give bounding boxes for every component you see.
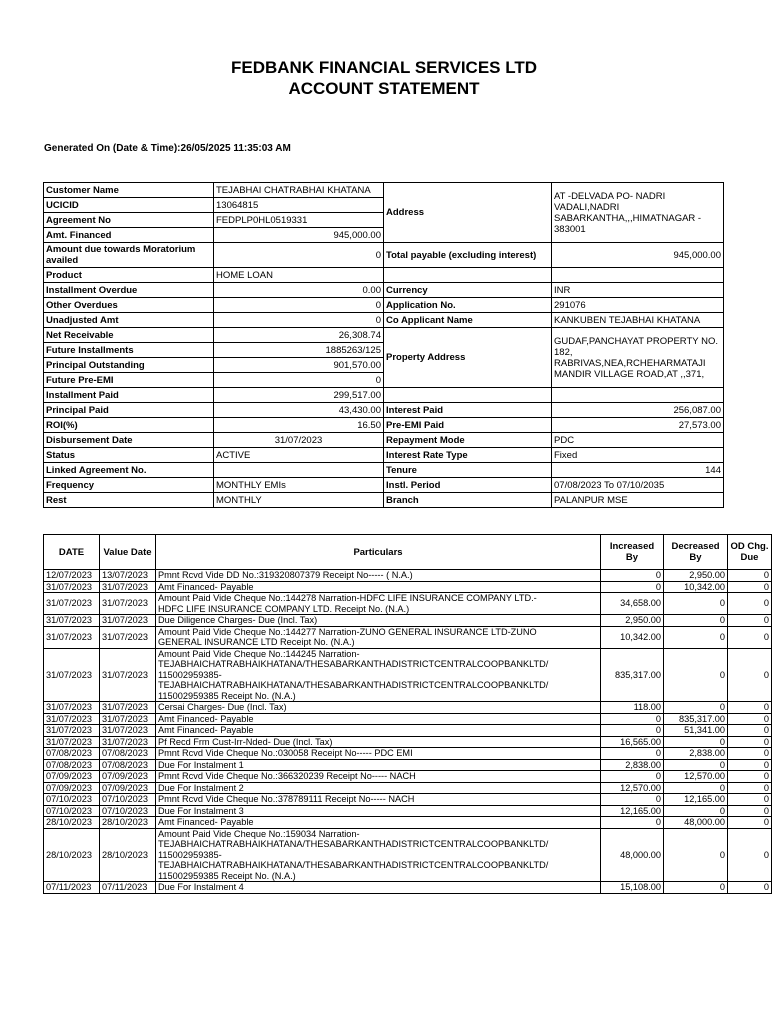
cell-particulars: Due For Instalment 1 xyxy=(156,759,601,771)
cell-od: 0 xyxy=(728,570,772,582)
table-row xyxy=(44,736,772,748)
table-header-row xyxy=(44,535,772,570)
cell-inc: 835,317.00 xyxy=(601,648,664,702)
value: 0 xyxy=(214,373,384,388)
cell-od: 0 xyxy=(728,593,772,615)
company-name: FEDBANK FINANCIAL SERVICES LTD xyxy=(230,58,538,77)
value: PDC xyxy=(552,433,724,448)
table-row xyxy=(44,805,772,817)
cell-particulars: Amount Paid Vide Cheque No.:144278 Narration-HDFC LIFE INSURANCE COMPANY LTD.- HDFC LIFE INSURANCE COMPANY LTD. Receipt No. (N.A.) xyxy=(156,593,601,615)
cell-particulars: Cersai Charges- Due (Incl. Tax) xyxy=(156,702,601,714)
label: Rest xyxy=(44,493,214,508)
table-row xyxy=(44,702,772,714)
cell-dec: 0 xyxy=(664,736,728,748)
label: Net Receivable xyxy=(44,328,214,343)
cell-dec: 51,341.00 xyxy=(664,725,728,737)
label: Currency xyxy=(384,283,552,298)
cell-od: 0 xyxy=(728,626,772,648)
cell-inc: 12,165.00 xyxy=(601,805,664,817)
cell-particulars: Due For Instalment 2 xyxy=(156,782,601,794)
cell-date: 07/09/2023 xyxy=(44,771,100,783)
value: GUDAF,PANCHAYAT PROPERTY NO. 182, RABRIVAS,NEA,RCHEHARMATAJI MANDIR VILLAGE ROAD,AT ,,371, xyxy=(552,328,724,388)
value: 1885263/125 xyxy=(214,343,384,358)
cell-od: 0 xyxy=(728,805,772,817)
cell-inc: 0 xyxy=(601,817,664,829)
value: FEDPLP0HL0519331 xyxy=(214,213,384,228)
value: 144 xyxy=(552,463,724,478)
cell-inc: 34,658.00 xyxy=(601,593,664,615)
table-row xyxy=(44,782,772,794)
label: Interest Paid xyxy=(384,403,552,418)
cell-date: 31/07/2023 xyxy=(44,648,100,702)
cell-inc: 15,108.00 xyxy=(601,882,664,894)
value: 0 xyxy=(214,243,384,268)
cell-dec: 12,570.00 xyxy=(664,771,728,783)
table-row xyxy=(44,593,772,615)
cell-date: 31/07/2023 xyxy=(44,593,100,615)
label: Future Installments xyxy=(44,343,214,358)
cell-dec: 2,838.00 xyxy=(664,748,728,760)
label: Amt. Financed xyxy=(44,228,214,243)
cell-inc: 0 xyxy=(601,794,664,806)
cell-od: 0 xyxy=(728,581,772,593)
value: INR xyxy=(552,283,724,298)
cell-date: 07/10/2023 xyxy=(44,794,100,806)
cell-dec: 0 xyxy=(664,626,728,648)
label: Installment Paid xyxy=(44,388,214,403)
value: ACTIVE xyxy=(214,448,384,463)
label: Interest Rate Type xyxy=(384,448,552,463)
cell-od: 0 xyxy=(728,615,772,627)
cell-particulars: Due Diligence Charges- Due (Incl. Tax) xyxy=(156,615,601,627)
value: 0.00 xyxy=(214,283,384,298)
table-row xyxy=(44,581,772,593)
label: Principal Outstanding xyxy=(44,358,214,373)
cell-value-date: 31/07/2023 xyxy=(100,736,156,748)
value: 31/07/2023 xyxy=(214,433,384,448)
cell-date: 07/10/2023 xyxy=(44,805,100,817)
cell-dec: 0 xyxy=(664,759,728,771)
cell-od: 0 xyxy=(728,713,772,725)
cell-value-date: 07/09/2023 xyxy=(100,771,156,783)
table-row xyxy=(44,771,772,783)
table-row xyxy=(44,713,772,725)
value: 256,087.00 xyxy=(552,403,724,418)
cell-particulars: Amt Financed- Payable xyxy=(156,581,601,593)
value: 0 xyxy=(214,313,384,328)
account-info-table xyxy=(43,182,724,508)
cell-od: 0 xyxy=(728,782,772,794)
cell-date: 31/07/2023 xyxy=(44,581,100,593)
label: Other Overdues xyxy=(44,298,214,313)
cell-inc: 0 xyxy=(601,771,664,783)
column-header: OD Chg. Due xyxy=(728,535,772,570)
value: MONTHLY EMIs xyxy=(214,478,384,493)
cell-particulars: Amt Financed- Payable xyxy=(156,817,601,829)
table-row xyxy=(44,725,772,737)
label: Pre-EMI Paid xyxy=(384,418,552,433)
cell-particulars: Amt Financed- Payable xyxy=(156,725,601,737)
transactions-table xyxy=(43,534,772,894)
cell-particulars: Amount Paid Vide Cheque No.:144245 Narration- TEJABHAICHATRABHAIKHATANA/THESABARKANTHADISTRICTCENTRALCOOPBANKLTD/ 115002959385- TEJABHAICHATRABHAIKHATANA/THESABARKANTHADISTRICTCENTRALCOOPBANKLTD/ 115002959385 Receipt No. (N.A.) xyxy=(156,648,601,702)
value: 0 xyxy=(214,298,384,313)
cell-inc: 0 xyxy=(601,725,664,737)
value: 299,517.00 xyxy=(214,388,384,403)
cell-date: 31/07/2023 xyxy=(44,615,100,627)
cell-inc: 2,950.00 xyxy=(601,615,664,627)
cell-od: 0 xyxy=(728,828,772,882)
cell-particulars: Amount Paid Vide Cheque No.:159034 Narration- TEJABHAICHATRABHAIKHATANA/THESABARKANTHADISTRICTCENTRALCOOPBANKLTD/ 115002959385- TEJABHAICHATRABHAIKHATANA/THESABARKANTHADISTRICTCENTRALCOOPBANKLTD/ 115002959385 Receipt No. (N.A.) xyxy=(156,828,601,882)
label: Agreement No xyxy=(44,213,214,228)
cell-inc: 2,838.00 xyxy=(601,759,664,771)
cell-inc: 0 xyxy=(601,713,664,725)
value: Fixed xyxy=(552,448,724,463)
table-row xyxy=(44,648,772,702)
cell-dec: 0 xyxy=(664,702,728,714)
table-row xyxy=(44,615,772,627)
cell-particulars: Pmnt Rcvd Vide Cheque No.:378789111 Receipt No----- NACH xyxy=(156,794,601,806)
label: Customer Name xyxy=(44,183,214,198)
cell-date: 07/09/2023 xyxy=(44,782,100,794)
cell-particulars: Due For Instalment 3 xyxy=(156,805,601,817)
cell-value-date: 31/07/2023 xyxy=(100,615,156,627)
cell-value-date: 31/07/2023 xyxy=(100,593,156,615)
value: 945,000.00 xyxy=(552,243,724,268)
table-row xyxy=(44,794,772,806)
label: Property Address xyxy=(384,328,552,388)
cell-dec: 0 xyxy=(664,828,728,882)
cell-value-date: 31/07/2023 xyxy=(100,702,156,714)
cell-value-date: 28/10/2023 xyxy=(100,828,156,882)
label: Repayment Mode xyxy=(384,433,552,448)
cell-date: 31/07/2023 xyxy=(44,702,100,714)
cell-od: 0 xyxy=(728,771,772,783)
value: MONTHLY xyxy=(214,493,384,508)
label: Instl. Period xyxy=(384,478,552,493)
cell-inc: 0 xyxy=(601,570,664,582)
cell-value-date: 07/10/2023 xyxy=(100,794,156,806)
cell-date: 31/07/2023 xyxy=(44,713,100,725)
label: Branch xyxy=(384,493,552,508)
label: Product xyxy=(44,268,214,283)
value: PALANPUR MSE xyxy=(552,493,724,508)
value: KANKUBEN TEJABHAI KHATANA xyxy=(552,313,724,328)
cell-value-date: 13/07/2023 xyxy=(100,570,156,582)
value: HOME LOAN xyxy=(214,268,384,283)
cell-value-date: 31/07/2023 xyxy=(100,725,156,737)
cell-inc: 12,570.00 xyxy=(601,782,664,794)
cell-dec: 10,342.00 xyxy=(664,581,728,593)
cell-date: 31/07/2023 xyxy=(44,725,100,737)
table-row xyxy=(44,882,772,894)
cell-value-date: 07/11/2023 xyxy=(100,882,156,894)
label: ROI(%) xyxy=(44,418,214,433)
cell-particulars: Pmnt Rcvd Vide Cheque No.:366320239 Receipt No----- NACH xyxy=(156,771,601,783)
label: Disbursement Date xyxy=(44,433,214,448)
cell-value-date: 31/07/2023 xyxy=(100,713,156,725)
cell-value-date: 07/08/2023 xyxy=(100,759,156,771)
value: 26,308.74 xyxy=(214,328,384,343)
cell-dec: 835,317.00 xyxy=(664,713,728,725)
cell-inc: 0 xyxy=(601,581,664,593)
label: Status xyxy=(44,448,214,463)
label: Principal Paid xyxy=(44,403,214,418)
cell-value-date: 07/10/2023 xyxy=(100,805,156,817)
cell-dec: 0 xyxy=(664,805,728,817)
cell-dec: 2,950.00 xyxy=(664,570,728,582)
value: 07/08/2023 To 07/10/2035 xyxy=(552,478,724,493)
cell-date: 07/08/2023 xyxy=(44,748,100,760)
label: Future Pre-EMI xyxy=(44,373,214,388)
table-row xyxy=(44,759,772,771)
cell-particulars: Amount Paid Vide Cheque No.:144277 Narration-ZUNO GENERAL INSURANCE LTD-ZUNO GENERAL INSURANCE LTD Receipt No. (N.A.) xyxy=(156,626,601,648)
cell-od: 0 xyxy=(728,817,772,829)
value: 901,570.00 xyxy=(214,358,384,373)
cell-date: 28/10/2023 xyxy=(44,817,100,829)
cell-value-date: 07/08/2023 xyxy=(100,748,156,760)
value: 43,430.00 xyxy=(214,403,384,418)
cell-particulars: Pmnt Rcvd Vide Cheque No.:030058 Receipt No----- PDC EMI xyxy=(156,748,601,760)
cell-inc: 118.00 xyxy=(601,702,664,714)
cell-inc: 16,565.00 xyxy=(601,736,664,748)
value: 13064815 xyxy=(214,198,384,213)
cell-date: 12/07/2023 xyxy=(44,570,100,582)
cell-dec: 12,165.00 xyxy=(664,794,728,806)
table-row xyxy=(44,570,772,582)
cell-dec: 0 xyxy=(664,593,728,615)
cell-od: 0 xyxy=(728,736,772,748)
cell-particulars: Amt Financed- Payable xyxy=(156,713,601,725)
table-row xyxy=(44,817,772,829)
value: 945,000.00 xyxy=(214,228,384,243)
value xyxy=(214,463,384,478)
cell-dec: 0 xyxy=(664,615,728,627)
cell-particulars: Pmnt Rcvd Vide DD No.:319320807379 Receipt No----- ( N.A.) xyxy=(156,570,601,582)
cell-date: 07/08/2023 xyxy=(44,759,100,771)
cell-od: 0 xyxy=(728,725,772,737)
label: Frequency xyxy=(44,478,214,493)
cell-value-date: 31/07/2023 xyxy=(100,648,156,702)
cell-date: 31/07/2023 xyxy=(44,736,100,748)
value: 291076 xyxy=(552,298,724,313)
cell-inc: 0 xyxy=(601,748,664,760)
cell-value-date: 28/10/2023 xyxy=(100,817,156,829)
page-title: ACCOUNT STATEMENT xyxy=(288,79,480,98)
label: Application No. xyxy=(384,298,552,313)
column-header: DATE xyxy=(44,535,100,570)
label: Installment Overdue xyxy=(44,283,214,298)
cell-od: 0 xyxy=(728,648,772,702)
cell-od: 0 xyxy=(728,759,772,771)
value: TEJABHAI CHATRABHAI KHATANA xyxy=(214,183,384,198)
label: Amount due towards Moratorium availed xyxy=(44,243,214,268)
value: 27,573.00 xyxy=(552,418,724,433)
label: Tenure xyxy=(384,463,552,478)
cell-od: 0 xyxy=(728,794,772,806)
column-header: Increased By xyxy=(601,535,664,570)
label: UCICID xyxy=(44,198,214,213)
column-header: Decreased By xyxy=(664,535,728,570)
label: Co Applicant Name xyxy=(384,313,552,328)
value: 16.50 xyxy=(214,418,384,433)
table-row xyxy=(44,626,772,648)
cell-dec: 48,000.00 xyxy=(664,817,728,829)
column-header: Particulars xyxy=(156,535,601,570)
cell-inc: 10,342.00 xyxy=(601,626,664,648)
cell-dec: 0 xyxy=(664,648,728,702)
label: Linked Agreement No. xyxy=(44,463,214,478)
generated-on: Generated On (Date & Time):26/05/2025 11:35:03 AM xyxy=(44,143,291,154)
cell-particulars: Due For Instalment 4 xyxy=(156,882,601,894)
value: AT -DELVADA PO- NADRI VADALI,NADRI SABARKANTHA,,,HIMATNAGAR - 383001 xyxy=(552,183,724,243)
cell-dec: 0 xyxy=(664,882,728,894)
column-header: Value Date xyxy=(100,535,156,570)
cell-date: 07/11/2023 xyxy=(44,882,100,894)
cell-date: 31/07/2023 xyxy=(44,626,100,648)
cell-od: 0 xyxy=(728,748,772,760)
cell-value-date: 31/07/2023 xyxy=(100,581,156,593)
cell-value-date: 31/07/2023 xyxy=(100,626,156,648)
cell-value-date: 07/09/2023 xyxy=(100,782,156,794)
cell-particulars: Pf Recd Frm Cust-Irr-Nded- Due (Incl. Tax) xyxy=(156,736,601,748)
table-row xyxy=(44,828,772,882)
cell-od: 0 xyxy=(728,882,772,894)
label: Total payable (excluding interest) xyxy=(384,243,552,268)
cell-inc: 48,000.00 xyxy=(601,828,664,882)
cell-date: 28/10/2023 xyxy=(44,828,100,882)
cell-od: 0 xyxy=(728,702,772,714)
label: Address xyxy=(384,183,552,243)
label: Unadjusted Amt xyxy=(44,313,214,328)
cell-dec: 0 xyxy=(664,782,728,794)
table-row xyxy=(44,748,772,760)
